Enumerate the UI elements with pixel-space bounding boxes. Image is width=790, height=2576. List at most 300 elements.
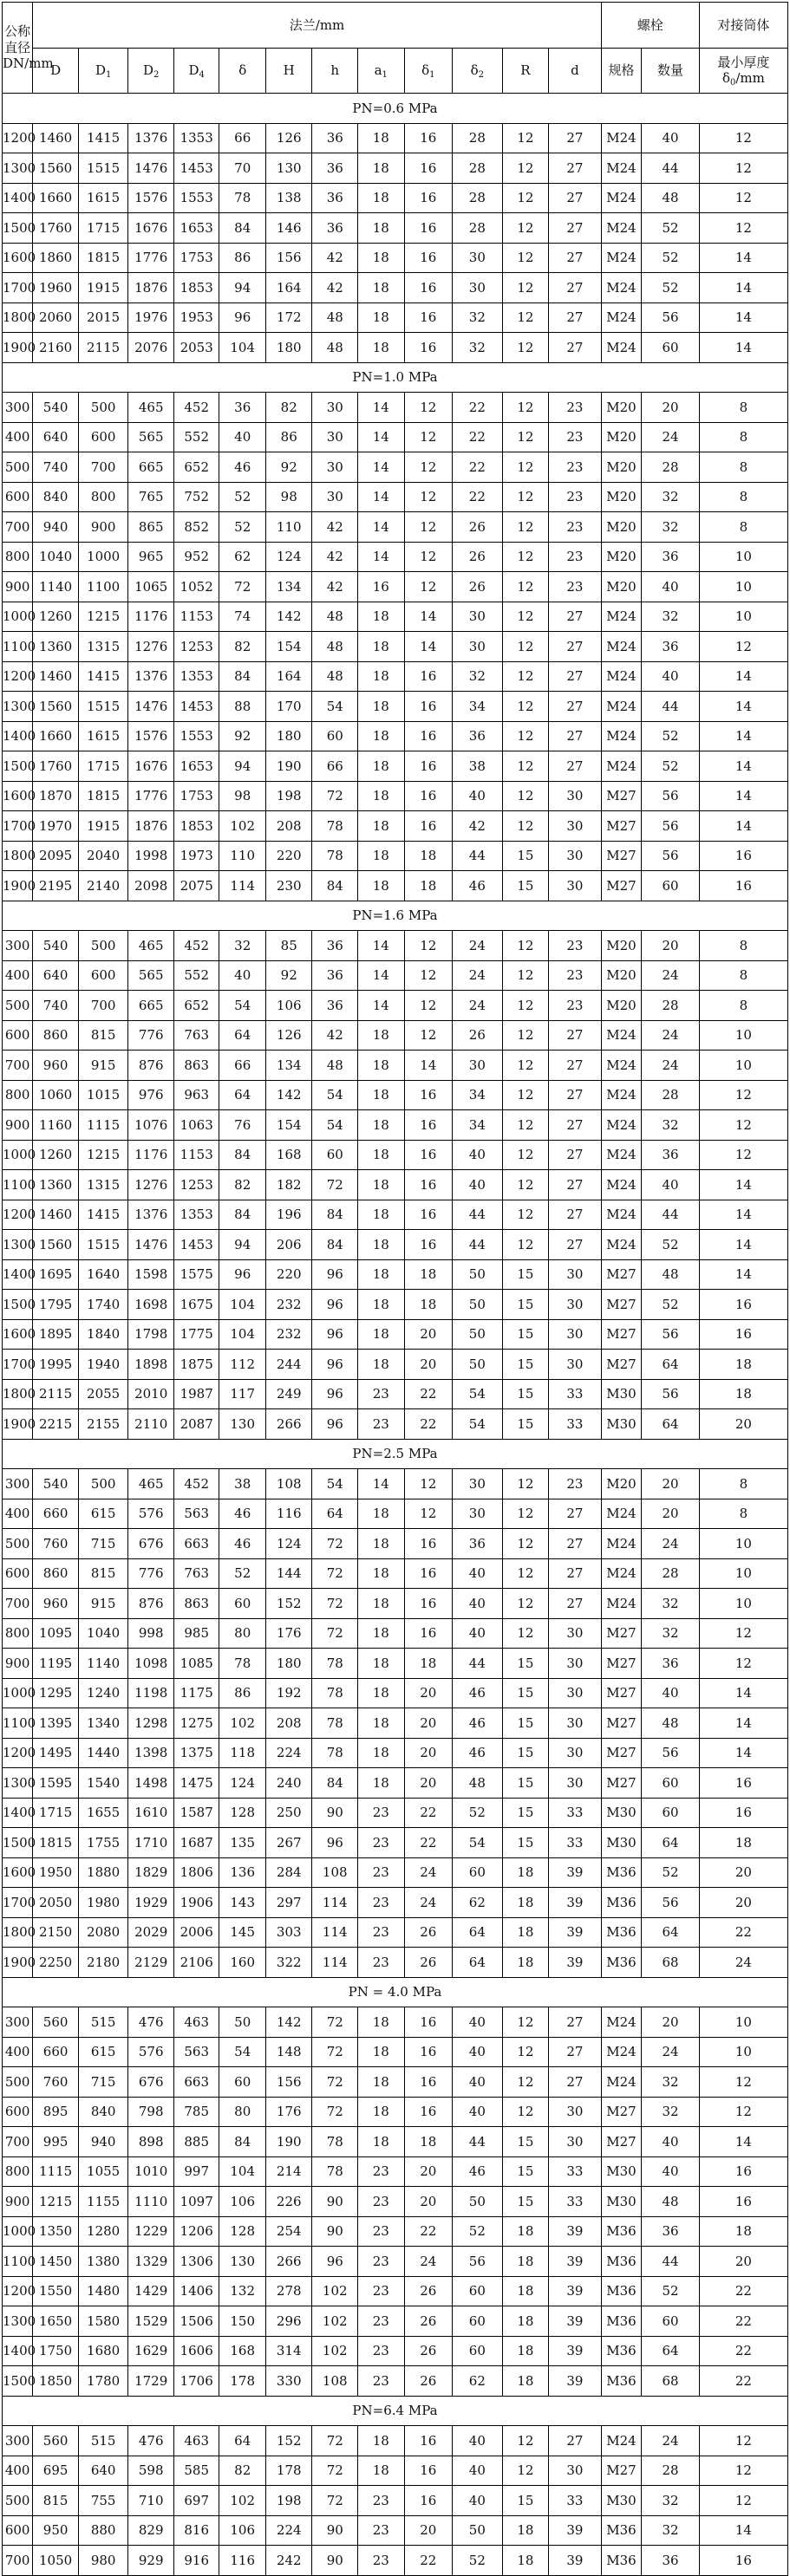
table-cell: 60 (453, 2276, 503, 2306)
table-cell: 15 (502, 1319, 549, 1350)
table-cell: 104 (219, 1290, 266, 1320)
table-cell: 700 (3, 1051, 33, 1081)
table-cell: 2006 (173, 1917, 219, 1948)
table-cell: 1229 (128, 2216, 174, 2247)
table-cell: 1795 (33, 1290, 79, 1320)
table-cell: 1653 (173, 213, 219, 244)
table-cell: 18 (502, 1888, 549, 1918)
table-cell: 134 (265, 572, 312, 602)
table-cell: 15 (502, 1708, 549, 1739)
table-cell: 860 (33, 1020, 79, 1051)
table-cell: 23 (358, 2306, 405, 2337)
table-cell: M24 (601, 273, 641, 303)
flange-group-header: 法兰/mm (33, 3, 601, 49)
table-cell: 27 (549, 661, 602, 692)
table-cell: 72 (312, 2037, 358, 2067)
table-cell: 16 (404, 2426, 453, 2456)
table-cell: 28 (453, 153, 503, 184)
table-cell: 27 (549, 123, 602, 153)
table-cell: 1395 (33, 1708, 79, 1739)
table-cell: 1850 (33, 2366, 79, 2397)
table-cell: 82 (219, 632, 266, 662)
table-cell: 12 (404, 482, 453, 512)
table-cell: 36 (642, 2216, 700, 2247)
table-cell: 39 (549, 2247, 602, 2277)
table-cell: 16 (404, 661, 453, 692)
table-cell: 22 (453, 452, 503, 483)
table-cell: 18 (502, 2276, 549, 2306)
table-cell: 39 (549, 2306, 602, 2337)
table-cell: 600 (78, 960, 128, 991)
table-cell: 23 (549, 422, 602, 452)
table-cell: 998 (128, 1618, 174, 1649)
table-cell: 148 (265, 2037, 312, 2067)
table-cell: 1576 (128, 183, 174, 213)
table-cell: 1153 (173, 1140, 219, 1170)
table-cell: 66 (312, 751, 358, 782)
table-cell: 50 (453, 2187, 503, 2217)
table-cell: M27 (601, 1319, 641, 1350)
table-cell: 700 (3, 2546, 33, 2576)
table-cell: 78 (312, 1678, 358, 1708)
table-cell: 8 (699, 960, 787, 991)
table-cell: 12 (502, 1529, 549, 1559)
table-cell: 26 (404, 2336, 453, 2366)
table-cell: 12 (699, 2067, 787, 2098)
table-cell: 30 (549, 2456, 602, 2486)
table-cell: 116 (265, 1499, 312, 1529)
table-cell: 94 (219, 1230, 266, 1260)
table-cell: 144 (265, 1558, 312, 1589)
table-cell: 300 (3, 2007, 33, 2038)
col-header-H: H (265, 48, 312, 94)
table-cell: M20 (601, 960, 641, 991)
table-cell: 563 (173, 1499, 219, 1529)
table-cell: 12 (502, 1230, 549, 1260)
table-cell: 1529 (128, 2306, 174, 2337)
table-row (3, 2097, 788, 2127)
table-cell: 52 (642, 2276, 700, 2306)
table-cell: 1476 (128, 692, 174, 722)
table-cell: 16 (699, 2187, 787, 2217)
table-cell: 16 (404, 273, 453, 303)
table-cell: 1400 (3, 1798, 33, 1828)
table-row (3, 1948, 788, 1978)
table-cell: 12 (502, 602, 549, 632)
table-cell: 24 (404, 1888, 453, 1918)
table-cell: 16 (699, 1798, 787, 1828)
table-cell: 12 (699, 1618, 787, 1649)
table-cell: 840 (78, 2097, 128, 2127)
table-cell: 94 (219, 273, 266, 303)
table-cell: M30 (601, 2187, 641, 2217)
table-cell: 90 (312, 2187, 358, 2217)
table-cell: 2087 (173, 1409, 219, 1440)
table-cell: 598 (128, 2456, 174, 2486)
table-cell: 84 (219, 213, 266, 244)
table-cell: 800 (3, 1618, 33, 1649)
table-cell: 72 (312, 2456, 358, 2486)
table-cell: 39 (549, 2216, 602, 2247)
table-cell: 1987 (173, 1379, 219, 1409)
table-cell: 24 (699, 1948, 787, 1978)
col-header-d: d (549, 48, 602, 94)
table-cell: 78 (219, 183, 266, 213)
table-cell: 1215 (78, 602, 128, 632)
table-cell: 1329 (128, 2247, 174, 2277)
table-cell: 72 (312, 781, 358, 811)
table-cell: 14 (699, 1259, 787, 1290)
table-cell: 18 (699, 1828, 787, 1858)
table-row (3, 1888, 788, 1918)
table-body (3, 3, 788, 2576)
table-cell: 8 (699, 1499, 787, 1529)
table-cell: 30 (549, 1649, 602, 1679)
table-cell: M24 (601, 183, 641, 213)
table-cell: 400 (3, 422, 33, 452)
table-cell: 130 (219, 2247, 266, 2277)
table-cell: 18 (358, 1319, 405, 1350)
table-cell: 865 (128, 512, 174, 543)
table-cell: 44 (453, 1649, 503, 1679)
table-cell: 96 (312, 1319, 358, 1350)
table-cell: 16 (404, 751, 453, 782)
table-cell: 96 (312, 1259, 358, 1290)
table-cell: 2115 (33, 1379, 79, 1409)
table-cell: 12 (404, 542, 453, 572)
table-cell: 965 (128, 542, 174, 572)
table-cell: M24 (601, 1080, 641, 1110)
table-cell: 8 (699, 1469, 787, 1499)
table-cell: 660 (33, 1499, 79, 1529)
table-cell: 27 (549, 2037, 602, 2067)
table-cell: 24 (453, 991, 503, 1021)
table-cell: 1215 (33, 2187, 79, 2217)
table-cell: 12 (502, 751, 549, 782)
table-cell: M24 (601, 1499, 641, 1529)
table-cell: 27 (549, 721, 602, 751)
table-cell: 800 (3, 2156, 33, 2187)
table-cell: 266 (265, 1409, 312, 1440)
table-row (3, 1200, 788, 1230)
table-cell: 34 (453, 1080, 503, 1110)
table-cell: 32 (642, 2097, 700, 2127)
table-cell: 10 (699, 1020, 787, 1051)
table-cell: 1610 (128, 1798, 174, 1828)
table-cell: 150 (219, 2306, 266, 2337)
table-row (3, 991, 788, 1021)
table-cell: 23 (358, 2216, 405, 2247)
table-cell: 78 (312, 2156, 358, 2187)
table-cell: 152 (265, 1589, 312, 1619)
table-cell: 615 (78, 2037, 128, 2067)
table-cell: 8 (699, 512, 787, 543)
table-cell: M27 (601, 1738, 641, 1768)
table-cell: 102 (312, 2276, 358, 2306)
table-cell: M20 (601, 1469, 641, 1499)
table-cell: 1300 (3, 2306, 33, 2337)
table-cell: 78 (219, 1649, 266, 1679)
table-cell: 1880 (78, 1857, 128, 1888)
table-cell: 12 (699, 2097, 787, 2127)
table-cell: 1360 (33, 1170, 79, 1200)
table-row (3, 1649, 788, 1679)
table-cell: 12 (502, 1020, 549, 1051)
table-cell: 895 (33, 2097, 79, 2127)
table-cell: 33 (549, 2187, 602, 2217)
table-cell: 24 (642, 2426, 700, 2456)
table-cell: 30 (549, 781, 602, 811)
table-cell: M24 (601, 1051, 641, 1081)
table-cell: 46 (219, 1529, 266, 1559)
table-cell: 54 (453, 1828, 503, 1858)
table-cell: 208 (265, 811, 312, 842)
table-cell: 640 (33, 960, 79, 991)
table-cell: 14 (699, 302, 787, 333)
table-cell: 117 (219, 1379, 266, 1409)
table-cell: 12 (404, 960, 453, 991)
table-cell: 48 (453, 1768, 503, 1799)
table-cell: 23 (358, 1798, 405, 1828)
table-cell: 18 (358, 1558, 405, 1589)
table-cell: 33 (549, 2486, 602, 2516)
table-cell: 36 (453, 1529, 503, 1559)
table-cell: 1695 (33, 1259, 79, 1290)
table-cell: 1853 (173, 273, 219, 303)
table-cell: 1100 (3, 1170, 33, 1200)
table-cell: 15 (502, 871, 549, 901)
table-cell: 900 (3, 572, 33, 602)
table-cell: 829 (128, 2515, 174, 2546)
table-cell: 1353 (173, 123, 219, 153)
table-cell: M20 (601, 542, 641, 572)
table-cell: 23 (358, 1828, 405, 1858)
table-cell: 110 (265, 512, 312, 543)
table-cell: 24 (642, 422, 700, 452)
table-row (3, 781, 788, 811)
table-cell: 1506 (173, 2306, 219, 2337)
table-cell: 56 (642, 302, 700, 333)
table-cell: 14 (699, 1230, 787, 1260)
table-cell: 180 (265, 333, 312, 363)
table-cell: 2098 (128, 871, 174, 901)
table-cell: 14 (699, 1200, 787, 1230)
table-cell: 700 (3, 512, 33, 543)
table-cell: 154 (265, 1110, 312, 1141)
table-cell: 176 (265, 1618, 312, 1649)
table-cell: 48 (312, 302, 358, 333)
table-cell: 22 (404, 2546, 453, 2576)
table-row (3, 2486, 788, 2516)
table-cell: 1700 (3, 1888, 33, 1918)
table-cell: 2080 (78, 1917, 128, 1948)
table-cell: 1100 (78, 572, 128, 602)
table-cell: 2050 (33, 1888, 79, 1918)
table-cell: M27 (601, 2097, 641, 2127)
table-cell: 1295 (33, 1678, 79, 1708)
table-cell: 72 (312, 2426, 358, 2456)
table-cell: 560 (33, 2426, 79, 2456)
table-cell: 18 (358, 751, 405, 782)
table-cell: 12 (502, 661, 549, 692)
table-cell: 18 (358, 183, 405, 213)
table-cell: 78 (312, 2127, 358, 2157)
table-cell: 39 (549, 2276, 602, 2306)
table-cell: 940 (33, 512, 79, 543)
table-cell: 64 (642, 1828, 700, 1858)
table-cell: 12 (404, 931, 453, 961)
table-cell: M36 (601, 2546, 641, 2576)
table-cell: 18 (502, 2546, 549, 2576)
table-cell: 15 (502, 2486, 549, 2516)
table-cell: 24 (404, 1857, 453, 1888)
table-cell: 16 (699, 2156, 787, 2187)
table-cell: 128 (219, 1798, 266, 1828)
table-cell: 880 (78, 2515, 128, 2546)
table-cell: 23 (549, 542, 602, 572)
table-cell: 14 (699, 781, 787, 811)
table-cell: 14 (699, 751, 787, 782)
table-cell: 23 (549, 452, 602, 483)
table-cell: 14 (699, 1678, 787, 1708)
table-cell: 39 (549, 2546, 602, 2576)
table-cell: 1200 (3, 1200, 33, 1230)
table-cell: 10 (699, 572, 787, 602)
table-cell: M24 (601, 123, 641, 153)
table-cell: 565 (128, 422, 174, 452)
table-cell: 36 (642, 2546, 700, 2576)
table-cell: 860 (33, 1558, 79, 1589)
table-cell: 82 (265, 393, 312, 423)
table-cell: 663 (173, 1529, 219, 1559)
table-cell: 54 (312, 692, 358, 722)
table-cell: 36 (312, 183, 358, 213)
table-cell: 12 (502, 1080, 549, 1110)
table-cell: 14 (358, 1469, 405, 1499)
table-cell: 27 (549, 1110, 602, 1141)
col-header-R: R (502, 48, 549, 94)
table-cell: 1260 (33, 602, 79, 632)
pressure-section-row (3, 1439, 788, 1469)
table-cell: 182 (265, 1170, 312, 1200)
table-row (3, 721, 788, 751)
table-cell: M24 (601, 632, 641, 662)
table-cell: 56 (642, 811, 700, 842)
table-cell: 1840 (78, 1319, 128, 1350)
table-cell: 1206 (173, 2216, 219, 2247)
table-cell: 12 (699, 632, 787, 662)
table-cell: 12 (404, 512, 453, 543)
table-cell: 96 (312, 1409, 358, 1440)
table-cell: 40 (642, 2127, 700, 2157)
table-cell: 740 (33, 452, 79, 483)
table-cell: 1980 (78, 1888, 128, 1918)
table-cell: 1298 (128, 1708, 174, 1739)
table-cell: 12 (404, 572, 453, 602)
table-cell: 64 (642, 1409, 700, 1440)
table-cell: 224 (265, 2515, 312, 2546)
col-header-D: D (33, 48, 79, 94)
table-cell: 172 (265, 302, 312, 333)
table-cell: 33 (549, 2156, 602, 2187)
table-cell: 106 (219, 2515, 266, 2546)
table-row (3, 452, 788, 483)
table-cell: 1398 (128, 1738, 174, 1768)
table-cell: 18 (358, 1051, 405, 1081)
table-cell: 20 (404, 2156, 453, 2187)
table-cell: 80 (219, 2097, 266, 2127)
table-cell: 12 (502, 422, 549, 452)
table-row (3, 632, 788, 662)
table-row (3, 1738, 788, 1768)
table-cell: 30 (312, 452, 358, 483)
bolt-group-header: 螺栓 (601, 3, 699, 49)
table-row (3, 572, 788, 602)
table-cell: 12 (502, 183, 549, 213)
table-cell: 23 (358, 2366, 405, 2397)
table-cell: 1915 (78, 811, 128, 842)
table-cell: 1376 (128, 123, 174, 153)
table-row (3, 1170, 788, 1200)
table-cell: 22 (404, 1798, 453, 1828)
table-cell: 20 (699, 1857, 787, 1888)
table-cell: 22 (404, 1379, 453, 1409)
table-cell: 18 (699, 2216, 787, 2247)
table-cell: 1515 (78, 153, 128, 184)
table-cell: 665 (128, 991, 174, 1021)
table-cell: 18 (358, 841, 405, 871)
table-cell: 27 (549, 1230, 602, 1260)
table-row (3, 751, 788, 782)
table-cell: 1853 (173, 811, 219, 842)
table-cell: 170 (265, 692, 312, 722)
col-header-bolt-spec: 规格 (601, 48, 641, 94)
table-cell: 36 (312, 960, 358, 991)
table-cell: 40 (453, 2067, 503, 2098)
table-cell: 28 (642, 2456, 700, 2486)
table-cell: 465 (128, 1469, 174, 1499)
table-cell: 12 (502, 781, 549, 811)
table-cell: 540 (33, 393, 79, 423)
table-cell: 1360 (33, 632, 79, 662)
table-cell: 12 (404, 1020, 453, 1051)
table-row (3, 2007, 788, 2038)
table-cell: 1715 (33, 1798, 79, 1828)
table-cell: 38 (453, 751, 503, 782)
table-cell: 18 (358, 1020, 405, 1051)
table-cell: 1615 (78, 721, 128, 751)
table-cell: 60 (219, 2067, 266, 2098)
table-cell: 42 (312, 243, 358, 273)
table-cell: 40 (642, 1170, 700, 1200)
table-cell: 48 (642, 2187, 700, 2217)
table-cell: M36 (601, 2276, 641, 2306)
table-cell: 1040 (33, 542, 79, 572)
table-cell: 90 (312, 2515, 358, 2546)
table-cell: 12 (502, 1558, 549, 1589)
table-cell: 929 (128, 2546, 174, 2576)
table-cell: 27 (549, 692, 602, 722)
table-cell: 70 (219, 153, 266, 184)
table-row (3, 2247, 788, 2277)
table-row (3, 1529, 788, 1559)
table-cell: 1460 (33, 1200, 79, 1230)
table-cell: 72 (312, 1589, 358, 1619)
table-cell: 18 (358, 1200, 405, 1230)
table-cell: 27 (549, 1589, 602, 1619)
table-cell: 665 (128, 452, 174, 483)
table-cell: 12 (502, 960, 549, 991)
